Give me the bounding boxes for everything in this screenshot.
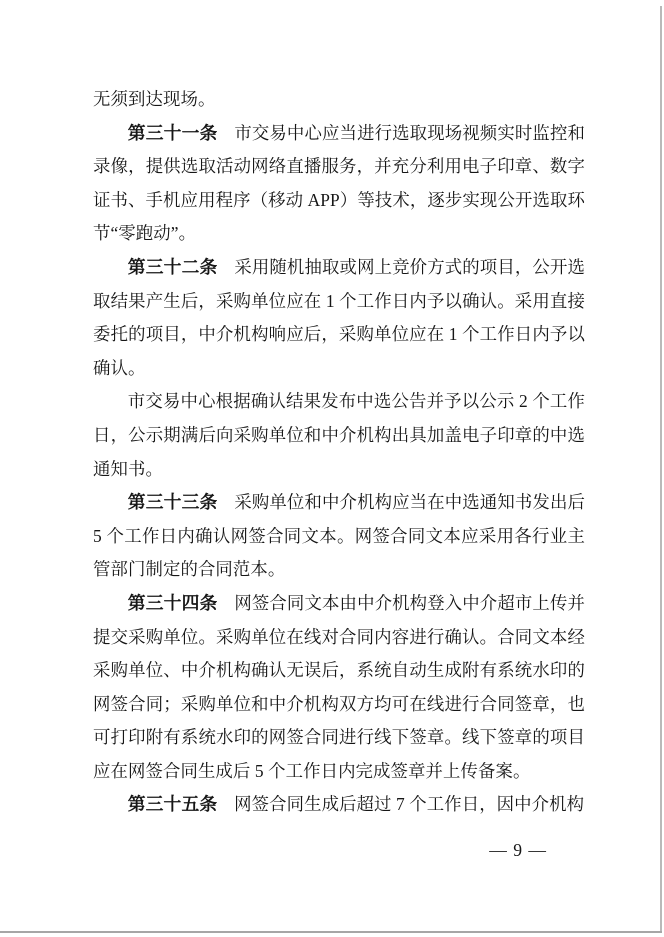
paragraph-text: 市交易中心应当进行选取现场视频实时监控和录像，提供选取活动网络直播服务，并充分利用电子印章、数字证书、手机应用程序（移动 APP）等技术，逐步实现公开选取环节“零跑动”。 [93,122,585,244]
paragraph-article-32-2 [93,385,585,486]
scan-edge-right [660,6,662,931]
document-body [93,83,585,822]
paragraph-text: 网签合同生成后超过 7 个工作日，因中介机构 [234,794,585,815]
article-31-label: 第三十一条 [127,122,218,143]
paragraph-article-34 [93,587,585,789]
article-34-label: 第三十四条 [127,592,218,613]
paragraph-continuation [93,83,585,117]
article-35-label: 第三十五条 [127,794,218,815]
paragraph-text: 市交易中心根据确认结果发布中选公告并予以公示 2 个工作日，公示期满后向采购单位和中介机构出具加盖电子印章的中选通知书。 [93,391,585,479]
paragraph-text: 无须到达现场。 [93,89,216,109]
paragraph-article-31 [93,117,585,251]
paragraph-article-32 [93,251,585,385]
paragraph-text: 网签合同文本由中介机构登入中介超市上传并提交采购单位。采购单位在线对合同内容进行确认。合同文本经采购单位、中介机构确认无误后，系统自动生成附有系统水印的网签合同；采购单位和中介机构双方均可在线进行合同签章，也可打印附有系统水印的网签合同进行线下签章。线下签章的项目应在网签合同生成后 5 个工作日内完成签章并上传备案。 [93,592,585,781]
paragraph-article-35 [93,788,585,822]
page-number: — 9 — [489,840,547,860]
article-32-label: 第三十二条 [127,256,218,277]
article-33-label: 第三十三条 [127,492,218,513]
scan-edge-bottom [0,931,662,933]
paragraph-text: 采用随机抽取或网上竞价方式的项目，公开选取结果产生后，采购单位应在 1 个工作日内予以确认。采用直接委托的项目，中介机构响应后，采购单位应在 1 个工作日内予以确认。 [93,256,585,378]
paragraph-text: 采购单位和中介机构应当在中选通知书发出后 5 个工作日内确认网签合同文本。网签合同文本应采用各行业主管部门制定的合同范本。 [93,492,585,580]
paragraph-article-33 [93,486,585,587]
